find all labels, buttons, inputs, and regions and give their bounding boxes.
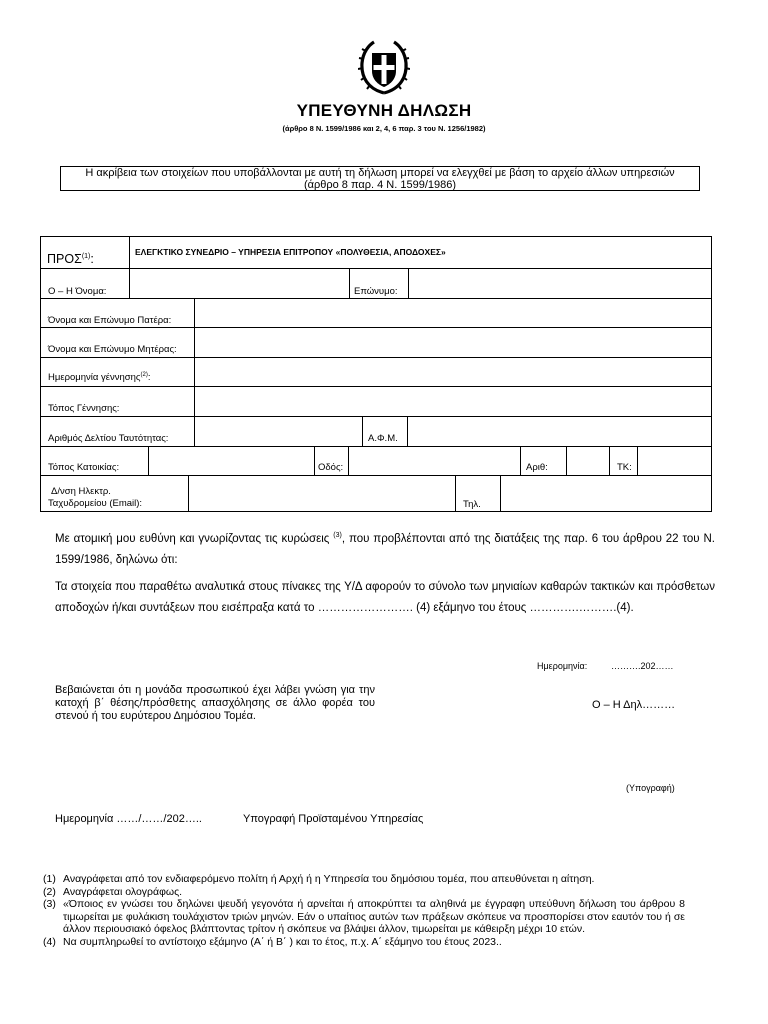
- surname-label: Επώνυμο:: [354, 286, 398, 297]
- email-label-line-2: Ταχυδρομείου (Email):: [48, 498, 143, 509]
- declaration-intro-footnote: (3): [333, 532, 342, 539]
- declaration-intro-text-2: , που προβλέπονται από της διατάξεις της παρ. 6 του άρθρου 22 του Ν. 1599/1986, δηλώνω ότι:: [55, 532, 715, 566]
- declaration-date-value: ……….202……: [611, 661, 674, 671]
- footnote-item: [43, 886, 723, 899]
- document-title: ΥΠΕΥΘΥΝΗ ΔΗΛΩΣΗ: [296, 101, 472, 120]
- footnote-text: Αναγράφεται από τον ενδιαφερόμενο πολίτη ή Αρχή ή η Υπηρεσία του δημόσιου τομέα, που απευθύνεται η αίτηση.: [63, 873, 595, 885]
- tax-number-label: Α.Φ.Μ.: [368, 433, 398, 444]
- head-of-service-signature: Υπογραφή Προϊσταμένου Υπηρεσίας: [243, 813, 424, 825]
- phone-label: Τηλ.: [463, 499, 481, 510]
- street-label: Οδός:: [318, 462, 344, 473]
- residence-label: Τόπος Κατοικίας:: [48, 462, 120, 473]
- father-name-label: Όνομα και Επώνυμο Πατέρα:: [48, 315, 172, 326]
- declaration-intro: [55, 525, 715, 571]
- to-label-footnote: (1): [81, 252, 91, 260]
- footnote-number: (3): [43, 898, 56, 910]
- postal-code-label: ΤΚ:: [617, 462, 632, 473]
- declarant-signature-label: Ο – Η Δηλ………: [592, 699, 676, 711]
- mother-name-field[interactable]: [196, 329, 710, 356]
- tax-number-field[interactable]: [409, 418, 710, 445]
- footnote-number: (4): [43, 935, 56, 948]
- declaration-intro-text: Με ατομική μου ευθύνη και γνωρίζοντας τις κυρώσεις: [55, 532, 334, 545]
- mother-name-label: Όνομα και Επώνυμο Μητέρας:: [48, 344, 177, 355]
- footnote-item: [43, 936, 723, 949]
- document-subtitle: (άρθρο 8 Ν. 1599/1986 και 2, 4, 6 παρ. 3 του Ν. 1256/1982): [282, 124, 486, 133]
- certification-text: Βεβαιώνεται ότι η μονάδα προσωπικού έχει λάβει γνώση για την κατοχή β΄ θέσης/πρόσθετης απασχόλησης σε άλλο φορέα του στενού ή του ευρύτερου Δημόσιου Τομέα.: [55, 684, 375, 722]
- birthdate-label-text: Ημερομηνία γέννησης: [48, 372, 141, 384]
- verification-notice: [60, 166, 700, 191]
- birthdate-footnote: (2): [140, 372, 148, 378]
- signature-caption: (Υπογραφή): [626, 783, 675, 793]
- name-label: Ο – Η Όνομα:: [48, 286, 107, 297]
- id-card-field[interactable]: [196, 418, 361, 445]
- footnote-item: [43, 873, 723, 886]
- email-label-line-1: Δ/νση Ηλεκτρ.: [51, 486, 111, 497]
- postal-code-field[interactable]: [639, 448, 710, 474]
- birthplace-field[interactable]: [196, 388, 710, 415]
- to-label: ΠΡΟΣ$^{(1)}$:: [47, 252, 94, 266]
- street-number-field[interactable]: [568, 448, 608, 474]
- footnote-number: (2): [43, 885, 56, 898]
- father-name-field[interactable]: [196, 300, 710, 326]
- email-label: [48, 486, 142, 510]
- surname-field[interactable]: [410, 270, 710, 297]
- footnote-number: (1): [43, 873, 56, 885]
- notice-line-1: Η ακρίβεια των στοιχείων που υποβάλλονται με αυτή τη δήλωση μπορεί να ελεγχθεί με βάση το αρχείο άλλων υπηρεσιών: [85, 167, 675, 179]
- birthdate-field[interactable]: [196, 359, 710, 385]
- recipient-authority: ΕΛΕΓΚΤΙΚΟ ΣΥΝΕΔΡΙΟ – ΥΠΗΡΕΣΙΑ ΕΠΙΤΡΟΠΟΥ «ΠΟΛΥΘΕΣΙΑ, ΑΠΟΔΟΧΕΣ»: [135, 247, 446, 257]
- email-field[interactable]: [190, 477, 454, 510]
- footnotes: [43, 873, 723, 948]
- street-number-label: Αριθ:: [526, 462, 548, 473]
- footnote-item: [43, 898, 723, 936]
- notice-line-2: (άρθρο 8 παρ. 4 Ν. 1599/1986): [303, 179, 457, 191]
- id-card-label: Αριθμός Δελτίου Ταυτότητας:: [48, 433, 169, 444]
- name-field[interactable]: [131, 270, 348, 297]
- footnote-text: Να συμπληρωθεί το αντίστοιχο εξάμηνο (Α΄ ή Β΄ ) και το έτος, π.χ. Α΄ εξάμηνο του έτους 2023..: [63, 935, 502, 948]
- head-signature-date: Ημερομηνία ……/……/202…..: [55, 813, 202, 825]
- birthdate-label: Ημερομηνία γέννησης$^{(2)}$:: [48, 372, 151, 384]
- to-label-text: ΠΡΟΣ: [47, 252, 82, 266]
- declaration-date-label: Ημερομηνία:: [537, 661, 588, 671]
- street-field[interactable]: [350, 448, 519, 474]
- residence-field[interactable]: [150, 448, 313, 474]
- phone-field[interactable]: [502, 477, 710, 510]
- declaration-body: Τα στοιχεία που παραθέτω αναλυτικά στους πίνακες της Υ/Δ αφορούν το σύνολο των μηνιαίων καθαρών τακτικών και πρόσθετων αποδοχών ή/και συντάξεων που εισέπραξα κατά το ……………………. (4) εξάμηνο του έτους ………….……….(4).: [55, 581, 715, 614]
- coat-of-arms-icon: [358, 39, 410, 95]
- birthplace-label: Τόπος Γέννησης:: [48, 403, 120, 414]
- footnote-text: Αναγράφεται ολογράφως.: [63, 885, 183, 898]
- footnote-text: «Όποιος εν γνώσει του δηλώνει ψευδή γεγονότα ή αρνείται ή αποκρύπτει τα αληθινά με έγγραφη υπεύθυνη δήλωση του άρθρου 8 τιμωρείται με φυλάκιση τουλάχιστον τριών μηνών. Εάν ο υπαίτιος αυτών των πράξεων σκόπευε να προσπορίσει στον εαυτόν του ή σε άλλον περιουσιακό όφελος βλάπτοντας τρίτον ή σκόπευε να βλάψει άλλον, τιμωρείται με κάθειρξη μέχρι 10 ετών.: [63, 898, 685, 935]
